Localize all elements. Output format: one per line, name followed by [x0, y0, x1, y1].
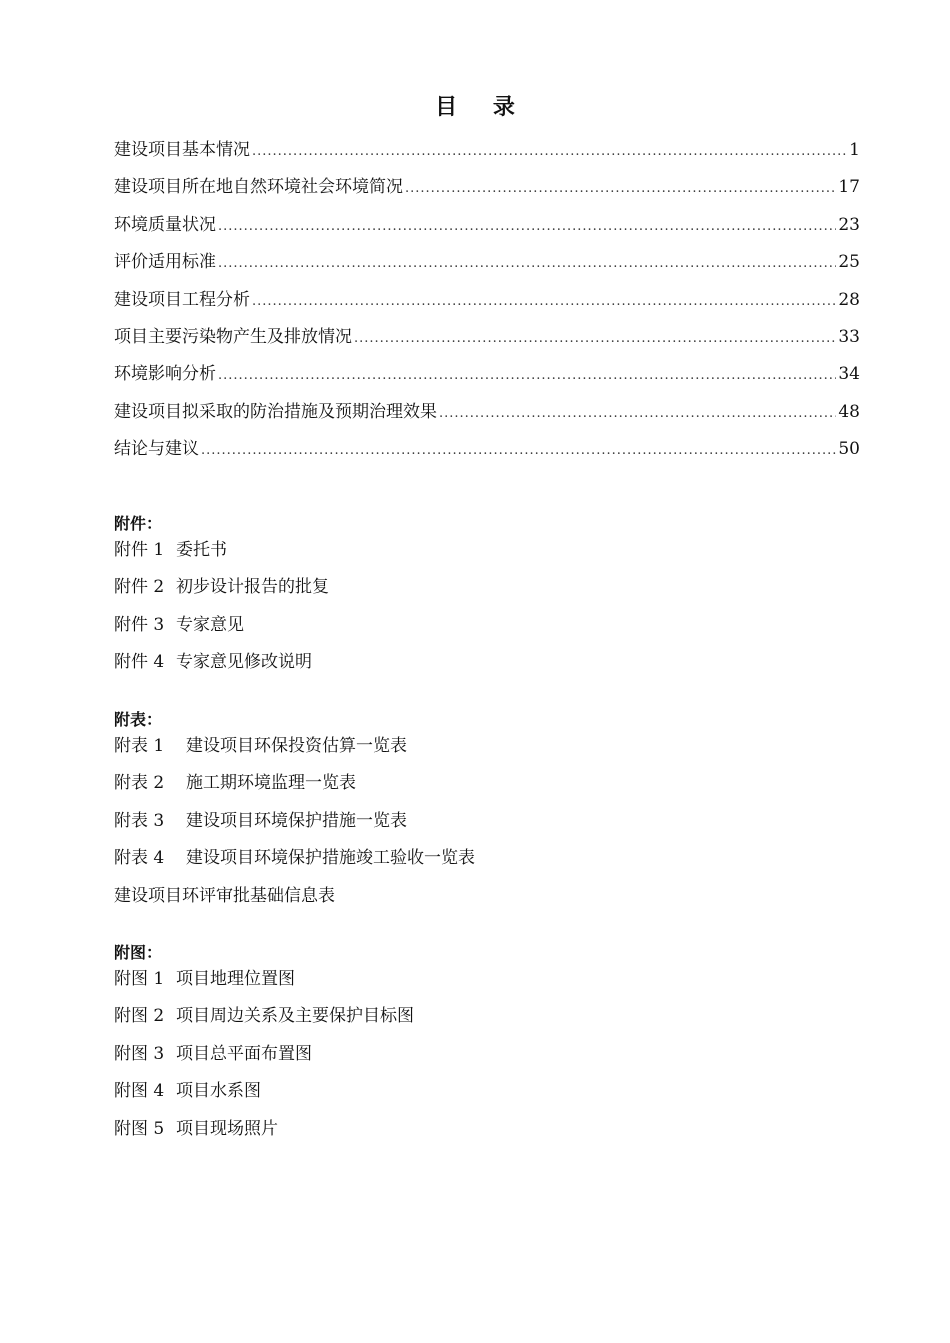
- table-number: 附表 2: [114, 773, 165, 794]
- toc-dot-leader: [252, 288, 836, 316]
- toc-entry-page: 17: [838, 177, 860, 198]
- table-title: 建设项目环保投资估算一览表: [186, 736, 407, 756]
- table-title: 施工期环境监理一览表: [186, 773, 356, 794]
- toc-dot-leader: [405, 175, 836, 203]
- attachments-section: [114, 512, 860, 686]
- toc-entry-label: 建设项目基本情况: [114, 140, 250, 160]
- page-title: 目 录: [435, 95, 515, 120]
- toc-dot-leader: [354, 325, 836, 353]
- toc-entry-label: 建设项目工程分析: [114, 289, 250, 310]
- figure-title: 项目现场照片: [176, 1118, 278, 1139]
- figure-number: 附图 4: [114, 1081, 165, 1102]
- attachment-title: 委托书: [176, 540, 227, 560]
- toc-entry[interactable]: [114, 136, 860, 173]
- attachment-number: 附件 4: [114, 652, 165, 673]
- toc-entry[interactable]: [114, 286, 860, 323]
- toc-entry-page: 34: [838, 364, 860, 385]
- figures-section: [114, 941, 860, 1152]
- attachment-title: 专家意见: [176, 614, 244, 635]
- attachment-item: [114, 611, 860, 648]
- toc-dot-leader: [439, 400, 836, 428]
- toc-entry-label: 环境质量状况: [114, 214, 216, 235]
- figure-title: 项目水系图: [176, 1081, 261, 1102]
- toc-entry[interactable]: [114, 435, 860, 472]
- attachment-number: 附件 2: [114, 577, 165, 598]
- table-number: 附表 3: [114, 810, 165, 831]
- toc-entry-label: 结论与建议: [114, 439, 199, 460]
- toc-entry-page: 1: [849, 140, 860, 160]
- table-item: [114, 807, 860, 844]
- toc-entry-label: 建设项目拟采取的防治措施及预期治理效果: [114, 401, 437, 422]
- attachment-number: 附件 1: [114, 540, 165, 560]
- toc-dot-leader: [218, 213, 836, 241]
- toc-entry[interactable]: [114, 323, 860, 360]
- tables-heading: 附表：: [114, 710, 163, 729]
- figure-title: 项目地理位置图: [176, 969, 295, 989]
- attachment-number: 附件 3: [114, 614, 165, 635]
- table-item: [114, 732, 860, 769]
- toc-entry[interactable]: [114, 211, 860, 248]
- figure-number: 附图 2: [114, 1006, 165, 1027]
- toc-entry[interactable]: [114, 398, 860, 435]
- toc-dot-leader: [218, 362, 836, 390]
- toc-dot-leader: [218, 250, 836, 278]
- attachment-item: [114, 648, 860, 685]
- table-title: 建设项目环境保护措施竣工验收一览表: [186, 848, 475, 869]
- toc-entry-page: 23: [838, 214, 860, 235]
- attachment-item: [114, 573, 860, 610]
- table-extra-title: 建设项目环评审批基础信息表: [114, 885, 335, 906]
- attachment-item: [114, 536, 860, 573]
- table-number: 附表 4: [114, 848, 165, 869]
- toc-entry-page: 33: [838, 326, 860, 347]
- toc-entry[interactable]: [114, 173, 860, 210]
- toc-dot-leader: [201, 437, 836, 465]
- toc-dot-leader: [252, 138, 847, 166]
- figure-item: [114, 965, 860, 1002]
- table-item: [114, 844, 860, 881]
- toc-entry-label: 环境影响分析: [114, 364, 216, 385]
- tables-section: [114, 708, 860, 919]
- attachment-title: 初步设计报告的批复: [176, 577, 329, 598]
- figure-title: 项目周边关系及主要保护目标图: [176, 1006, 414, 1027]
- toc-entry-page: 48: [838, 401, 860, 422]
- table-of-contents: [114, 136, 860, 473]
- toc-entry-page: 50: [838, 439, 860, 460]
- figure-number: 附图 3: [114, 1043, 165, 1064]
- toc-entry-label: 评价适用标准: [114, 252, 216, 273]
- table-number: 附表 1: [114, 736, 165, 756]
- attachment-title: 专家意见修改说明: [176, 652, 312, 673]
- figure-number: 附图 1: [114, 969, 165, 989]
- table-title: 建设项目环境保护措施一览表: [186, 810, 407, 831]
- toc-entry-label: 项目主要污染物产生及排放情况: [114, 326, 352, 347]
- attachments-heading: 附件：: [114, 514, 163, 533]
- figure-title: 项目总平面布置图: [176, 1043, 312, 1064]
- toc-entry[interactable]: [114, 360, 860, 397]
- figure-item: [114, 1040, 860, 1077]
- figure-item: [114, 1115, 860, 1152]
- toc-entry-label: 建设项目所在地自然环境社会环境简况: [114, 177, 403, 198]
- toc-entry-page: 28: [838, 289, 860, 310]
- figure-item: [114, 1077, 860, 1114]
- figure-number: 附图 5: [114, 1118, 165, 1139]
- toc-entry[interactable]: [114, 248, 860, 285]
- table-item-extra: [114, 882, 860, 919]
- figure-item: [114, 1002, 860, 1039]
- figures-heading: 附图：: [114, 943, 163, 962]
- table-item: [114, 769, 860, 806]
- toc-entry-page: 25: [838, 252, 860, 273]
